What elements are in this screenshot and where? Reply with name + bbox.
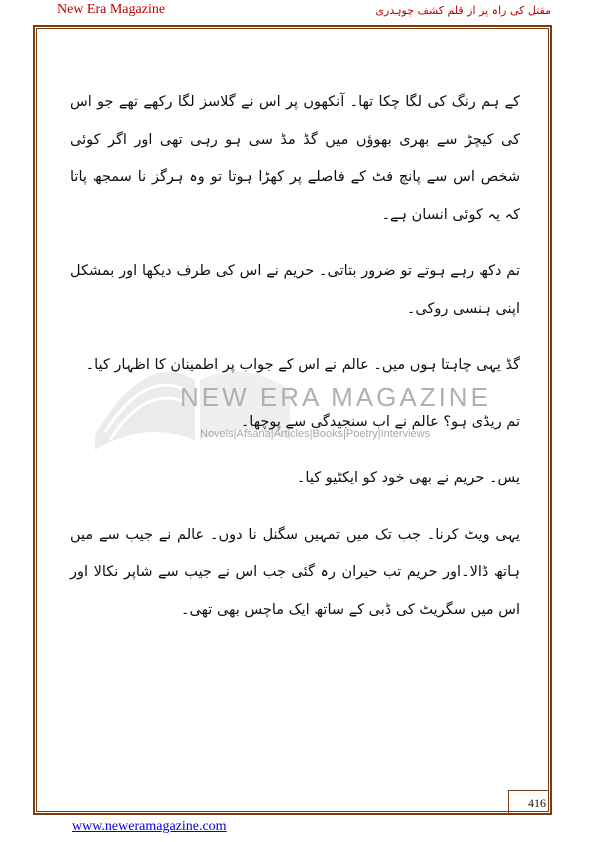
- magazine-title: New Era Magazine: [57, 2, 166, 17]
- page-number: 416: [528, 796, 546, 810]
- paragraph: کے ہم رنگ کی لگا چکا تھا۔ آنکھوں پر اس نے گلاسز لگا رکھے تھے جو اس کی کیچڑ سے بھری بھوؤں میں گڈ مڈ سی ہو رہی تھی اور اگر کوئی شخص اس سے پانچ فٹ کے فاصلے پر کھڑا ہوتا تو وہ ہرگز نا سمجھ پاتا کہ یہ کوئی انسان ہے۔: [70, 94, 520, 223]
- story-text: [70, 84, 520, 648]
- website-link[interactable]: www.neweramagazine.com: [72, 819, 227, 834]
- watermark-title: NEW ERA MAGAZINE: [180, 382, 491, 412]
- paragraph: تم دکھ رہے ہوتے تو ضرور بتاتی۔ حریم نے اس کی طرف دیکھا اور بمشکل اپنی ہنسی روکی۔: [70, 263, 520, 317]
- watermark-subtitle: Novels|Afsana|Articles|Books|Poetry|Interviews: [200, 428, 431, 440]
- paragraph: گڈ یہی چاہتا ہوں میں۔ عالم نے اس کے جواب پر اطمینان کا اظہار کیا۔: [85, 357, 520, 373]
- paragraph: یہی ویٹ کرنا۔ جب تک میں تمہیں سگنل نا دوں۔ عالم نے جیب سے میں ہاتھ ڈالا۔اور حریم تب حیران رہ گئی جب اس نے جیب سے شاپر نکالا اور اس میں سگریٹ کی ڈبی کے ساتھ ایک ماچس بھی تھی۔: [70, 526, 520, 618]
- paragraph: یس۔ حریم نے بھی خود کو ایکٹیو کیا۔: [296, 470, 520, 486]
- story-byline: مقتل کی راہ پر از قلم کشف چوہدری: [375, 4, 551, 17]
- paragraph: تم ریڈی ہو؟ عالم نے اب سنجیدگی سے پوچھا۔: [240, 413, 520, 430]
